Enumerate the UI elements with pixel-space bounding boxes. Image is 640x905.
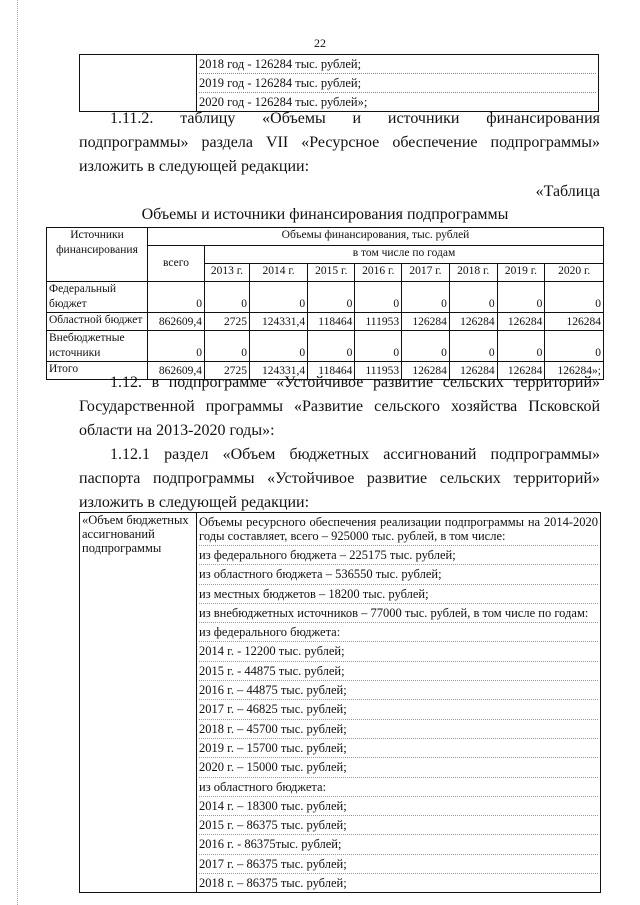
cell: 2725 [205, 362, 250, 380]
resource-line: 2014 г. – 18300 тыс. рублей; [199, 797, 598, 816]
resource-line: из федерального бюджета: [199, 623, 598, 642]
resource-line: 2016 г. – 44875 тыс. рублей; [199, 681, 598, 700]
cell: 0 [308, 331, 355, 362]
resource-line: из областного бюджета: [199, 778, 598, 797]
cell: 0 [355, 331, 402, 362]
table-label: «Таблица [535, 183, 600, 200]
cell: 0 [402, 331, 450, 362]
cell: 0 [249, 282, 307, 313]
resource-left-cell: «Объем бюджетных ассигнований подпрограммы [80, 513, 197, 893]
year-header: 2016 г. [355, 264, 402, 282]
cell: 0 [497, 282, 545, 313]
year-header: 2015 г. [308, 264, 355, 282]
cell: 126284 [497, 362, 545, 380]
table-row [47, 282, 604, 313]
resource-line: 2018 г. – 45700 тыс. рублей; [199, 720, 598, 739]
cell: 111953 [355, 362, 402, 380]
scan-edge [17, 0, 18, 905]
para-112-line3: области на 2013-2020 годы»: [79, 422, 275, 439]
year-header: 2014 г. [249, 264, 307, 282]
row-name: Областной бюджет [47, 313, 148, 331]
cell: 0 [545, 331, 604, 362]
cell: 126284 [402, 313, 450, 331]
cell: 0 [449, 282, 497, 313]
top-table-line: 2020 год - 126284 тыс. рублей»; [199, 95, 368, 109]
resource-line: 2019 г. – 15700 тыс. рублей; [199, 739, 598, 758]
resource-line: из внебюджетных источников – 77000 тыс. рублей, в том числе по годам: [199, 604, 598, 623]
cell: 862609,4 [148, 362, 205, 380]
resource-line: 2020 г. – 15000 тыс. рублей; [199, 758, 598, 777]
cell: 0 [148, 331, 205, 362]
cell: 0 [449, 331, 497, 362]
resource-line: 2017 г. – 86375 тыс. рублей; [199, 855, 598, 874]
para-1121-line1: 1.12.1 раздел «Объем бюджетных ассигнований подпрограммы» [110, 446, 600, 463]
resource-line: из федерального бюджета – 225175 тыс. рублей; [199, 546, 598, 565]
resource-line: 2017 г. – 46825 тыс. рублей; [199, 700, 598, 719]
cell: 124331,4 [249, 362, 307, 380]
cell: 862609,4 [148, 313, 205, 331]
cell: 0 [355, 282, 402, 313]
cell: 0 [308, 282, 355, 313]
para-112-line1: 1.12. в подпрограмме «Устойчивое развитие сельских территорий» [110, 374, 600, 391]
header-years: в том числе по годам [205, 246, 604, 264]
cell: 118464 [308, 362, 355, 380]
table-title: Объемы и источники финансирования подпрограммы [141, 206, 509, 223]
resource-table [79, 512, 601, 893]
header-volume: Объемы финансирования, тыс. рублей [148, 228, 604, 246]
para-1112-line1: 1.11.2. таблицу «Объемы и источники финансирования [110, 110, 600, 127]
cell: 0 [249, 331, 307, 362]
top-table-line: 2018 год - 126284 тыс. рублей; [199, 55, 596, 74]
cell: 0 [205, 282, 250, 313]
resource-line: из местных бюджетов – 18200 тыс. рублей; [199, 585, 598, 604]
resource-line: из областного бюджета – 536550 тыс. рублей; [199, 565, 598, 584]
row-name: Внебюджетные источники [47, 331, 148, 362]
cell: 0 [545, 282, 604, 313]
year-header: 2020 г. [545, 264, 604, 282]
cell: 2725 [205, 313, 250, 331]
cell: 124331,4 [249, 313, 307, 331]
top-table-left-cell [80, 55, 197, 112]
resource-line: 2014 г. - 12200 тыс. рублей; [199, 642, 598, 661]
table-row [47, 331, 604, 362]
para-1121-line2: паспорта подпрограммы «Устойчивое развитие сельских территорий» [79, 470, 600, 487]
cell: 0 [402, 282, 450, 313]
resource-right-cell [197, 513, 601, 893]
year-header: 2013 г. [205, 264, 250, 282]
cell: 118464 [308, 313, 355, 331]
row-name: Федеральный бюджет [47, 282, 148, 313]
cell: 126284 [497, 313, 545, 331]
resource-intro: Объемы ресурсного обеспечения реализации подпрограммы на 2014-2020 годы составляет, всего – 925000 тыс. рублей, в том числе: [199, 513, 598, 546]
cell: 126284 [449, 362, 497, 380]
resource-line: 2015 г. - 44875 тыс. рублей; [199, 662, 598, 681]
cell: 126284 [402, 362, 450, 380]
top-table-line: 2019 год - 126284 тыс. рублей; [199, 74, 596, 93]
resource-line: 2018 г. – 86375 тыс. рублей; [199, 876, 347, 891]
cell: 0 [205, 331, 250, 362]
cell: 126284 [545, 313, 604, 331]
header-total: всего [148, 246, 205, 282]
cell: 126284 [449, 313, 497, 331]
table-row [47, 313, 604, 331]
page-number: 22 [314, 36, 326, 50]
year-header: 2019 г. [497, 264, 545, 282]
para-1121-line3: изложить в следующей редакции: [79, 494, 310, 511]
year-header: 2018 г. [449, 264, 497, 282]
para-1112-line2: подпрограммы» раздела VII «Ресурсное обеспечение подпрограммы» [79, 134, 600, 151]
resource-line: 2015 г. – 86375 тыс. рублей; [199, 816, 598, 835]
financing-table [46, 227, 604, 380]
cell: 0 [497, 331, 545, 362]
cell: 0 [148, 282, 205, 313]
row-name: Итого [47, 362, 148, 380]
top-table-right-cell [197, 55, 599, 112]
top-table-fragment [79, 54, 599, 112]
year-header: 2017 г. [402, 264, 450, 282]
cell: 111953 [355, 313, 402, 331]
para-1112-line3: изложить в следующей редакции: [79, 158, 310, 175]
header-source: Источники финансирования [47, 228, 148, 282]
cell: 126284»; [545, 362, 604, 380]
resource-line: 2016 г. - 86375тыс. рублей; [199, 835, 598, 854]
para-112-line2: Государственной программы «Развитие сельского хозяйства Псковской [79, 398, 600, 415]
